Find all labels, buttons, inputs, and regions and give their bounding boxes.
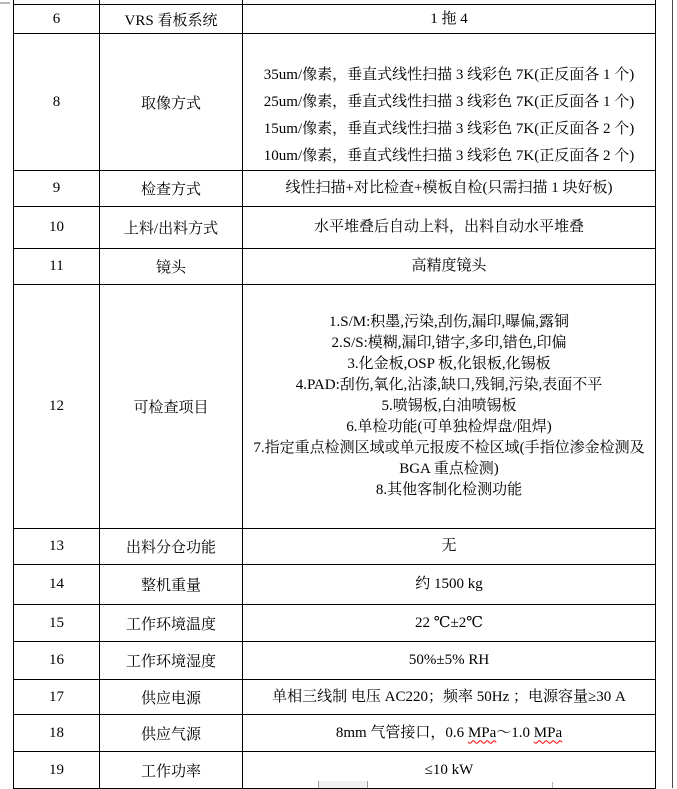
row-label-cell: 供应电源 [100,680,243,715]
row-number-cell: 8 [14,34,100,171]
value-line: 单相三线制 电压 AC220；频率 50Hz ；电源容量≥30 A [272,688,626,705]
table-row [14,249,656,285]
row-value-block [243,613,655,634]
value-line: 水平堆叠后自动上料，出料自动水平堆叠 [313,219,584,235]
row-value-block [243,256,655,277]
row-number-cell: 13 [14,529,100,565]
row-value-block [243,312,655,501]
table-row [14,34,656,171]
row-value-block [243,574,655,595]
row-number-cell: 16 [14,642,100,680]
value-line: 22 ℃±2℃ [414,614,484,631]
row-value-block [243,217,655,238]
row-number-cell: 12 [14,285,100,529]
row-value-block [243,178,655,199]
row-value-cell [243,207,656,249]
value-line: 2.S/S:模糊,漏印,错字,多印,错色,印偏 [331,335,567,351]
spec-table [13,4,656,789]
value-line: 1.S/M:积墨,污染,刮伤,漏印,曝偏,露铜 [328,314,570,330]
value-text: 8mm 气管接口，0.6 [335,724,468,741]
value-line: 5.喷锡板,白油喷锡板 [381,398,517,414]
value-line: 15um/像素，垂直式线性扫描 3 线彩色 7K(正反面各 2 个) [263,121,635,137]
row-value-cell [243,565,656,605]
row-value-block [243,687,655,708]
table-row [14,605,656,642]
row-label-cell: 工作功率 [100,752,243,789]
row-value-cell [243,5,656,34]
table-row [14,680,656,715]
value-line: 10um/像素，垂直式线性扫描 3 线彩色 7K(正反面各 2 个) [263,148,635,164]
value-line: 8.其他客制化检测功能 [375,482,523,498]
misspelled-word: MPa [533,724,563,741]
row-value-block [243,62,655,170]
row-number-cell: 10 [14,207,100,249]
row-label-cell: 可检查项目 [100,285,243,529]
table-row [14,5,656,34]
value-line: 线性扫描+对比检查+模板自检(只需扫描 1 块好板) [285,180,613,196]
value-line: 6.单检功能(可单独检焊盘/阻焊) [346,419,552,435]
value-line: 约 1500 kg [415,576,483,592]
misspelled-word: MPa [467,724,497,741]
page-margin-mark [0,2,10,4]
row-value-cell [243,171,656,207]
value-line: 4.PAD:刮伤,氧化,沾漆,缺口,残铜,污染,表面不平 [295,377,603,393]
row-value-block [243,536,655,557]
row-number-cell: 18 [14,715,100,752]
row-number-cell: 17 [14,680,100,715]
value-line: 35um/像素，垂直式线性扫描 3 线彩色 7K(正反面各 1 个) [263,67,635,83]
row-value-block [243,760,655,781]
row-value-cell [243,529,656,565]
value-line: 无 [441,538,457,554]
value-line: 7.指定重点检测区域或单元报废不检区域(手指位渗金检测及 BGA 重点检测) [253,440,645,477]
value-line: ≤10 kW [424,761,474,778]
row-label-cell: 取像方式 [100,34,243,171]
value-line: 1 拖 4 [430,10,468,27]
value-line: 50%±5% RH [408,652,490,668]
row-value-block [243,650,655,671]
row-number-cell: 15 [14,605,100,642]
row-value-cell [243,34,656,171]
table-row [14,529,656,565]
row-label-cell: VRS 看板系统 [100,5,243,34]
row-value-cell [243,249,656,285]
row-label-cell: 工作环境湿度 [100,642,243,680]
row-value-cell [243,605,656,642]
row-number-cell: 19 [14,752,100,789]
row-value-cell [243,285,656,529]
table-row [14,752,656,789]
value-text: ～1.0 [496,724,534,741]
table-row [14,565,656,605]
table-row [14,171,656,207]
row-label-cell: 检查方式 [100,171,243,207]
row-label-cell: 工作环境温度 [100,605,243,642]
table-row [14,285,656,529]
row-value-cell [243,642,656,680]
row-number-cell: 6 [14,5,100,34]
row-number-cell: 14 [14,565,100,605]
row-number-cell: 11 [14,249,100,285]
row-label-cell: 出料分仓功能 [100,529,243,565]
value-line: 25um/像素，垂直式线性扫描 3 线彩色 7K(正反面各 1 个) [263,94,635,110]
table-row [14,642,656,680]
table-row [14,207,656,249]
row-number-cell: 9 [14,171,100,207]
row-label-cell: 镜头 [100,249,243,285]
row-label-cell: 整机重量 [100,565,243,605]
value-line: 高精度镜头 [411,258,487,274]
row-value-cell [243,715,656,752]
table-row [14,715,656,752]
page-edge-line [672,0,673,788]
row-value-block [243,723,655,744]
row-value-cell [243,752,656,789]
row-value-cell [243,680,656,715]
row-label-cell: 上料/出料方式 [100,207,243,249]
row-value-block [243,9,655,30]
value-line: 3.化金板,OSP 板,化银板,化锡板 [347,356,551,372]
value-line [243,723,655,744]
row-label-cell: 供应气源 [100,715,243,752]
